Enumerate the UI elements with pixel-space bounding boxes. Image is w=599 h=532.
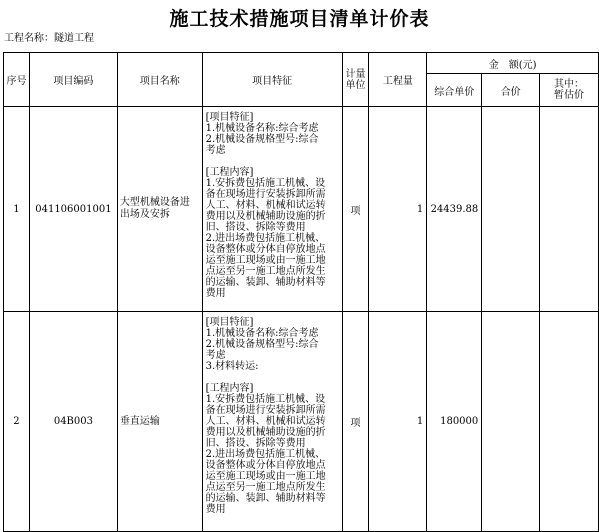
feature-line: 2.机械设备规格型号:综合 [205,134,319,145]
row-code: 041106001001 [29,107,117,312]
feature-line: 设备整体或分体自停放地点 [205,244,326,255]
feature-line: [项目特征] [205,112,254,123]
row-name-line1: 垂直运输 [119,415,160,427]
feature-line: 的运输、装卸、辅助材料等 [205,493,326,504]
row-provisional [540,312,599,532]
header-total: 合价 [482,74,540,107]
feature-line: 设备整体或分体自停放地点 [205,460,326,471]
header-seq: 序号 [4,53,30,107]
header-provisional-line2: 暂估价 [554,90,585,101]
row-total [482,312,540,532]
header-unit [342,53,369,107]
pricing-table [3,52,599,532]
feature-line: 1.安拆费包括施工机械、设 [205,178,326,189]
feature-line: 1.机械设备名称:综合考虑 [205,328,319,339]
row-unit-price: 180000 [427,312,482,532]
feature-line: [工程内容] [205,383,254,394]
row-features [202,107,342,312]
row-unit: 项 [342,107,369,312]
row-unit: 项 [342,312,369,532]
feature-line: 2.进出场费包括施工机械、 [205,449,326,460]
feature-line: 运至施工现场或由一施工地 [205,471,326,482]
feature-line: 考虑 [205,145,226,156]
row-features [202,312,342,532]
row-unit-price: 24439.88 [427,107,482,312]
page-title: 施工技术措施项目清单计价表 [169,8,430,30]
feature-line: 的运输、装卸、辅助材料等 [205,277,326,288]
row-qty: 1 [369,312,427,532]
header-unit-line2: 单位 [345,79,366,91]
table-row [4,312,599,532]
feature-line: 考虑 [205,350,226,361]
header-unit-line1: 计量 [345,68,366,80]
header-qty: 工程量 [369,53,427,107]
row-provisional [540,107,599,312]
header-provisional-line1: 其中： [554,79,585,90]
feature-line: 2.进出场费包括施工机械、 [205,233,326,244]
feature-line: 3.材料转运: [205,361,259,372]
feature-line: 费用 [205,288,226,299]
row-seq: 2 [4,312,30,532]
header-code: 项目编码 [29,53,117,107]
feature-gap [206,156,340,167]
feature-line: 备在现场进行安装拆卸所需 [205,405,326,416]
row-name [117,312,202,532]
row-total [482,107,540,312]
row-seq: 1 [4,107,30,312]
feature-line: 费用以及机械辅助设施的折 [205,427,326,438]
header-provisional [540,74,599,107]
header-unit-price: 综合单价 [427,74,482,107]
feature-line: 旧、搭设、拆除等费用 [205,222,306,233]
row-name [117,107,202,312]
feature-line: 旧、搭设、拆除等费用 [205,438,306,449]
feature-line: 2.机械设备规格型号:综合 [205,339,319,350]
feature-line: 备在现场进行安装拆卸所需 [205,189,326,200]
row-code: 04B003 [29,312,117,532]
row-name-line1: 大型机械设备进 [119,197,190,208]
feature-line: 运至施工现场或由一施工地 [205,255,326,266]
feature-line: 点运至另一施工地点所发生 [205,266,326,277]
row-qty: 1 [369,107,427,312]
feature-line: 人工、材料、机械和试运转 [205,416,326,427]
feature-line: 1.机械设备名称:综合考虑 [205,123,319,134]
header-amount: 金 额(元) [427,53,599,74]
project-name: 工程名称：隧道工程 [4,33,94,44]
feature-line: 人工、材料、机械和试运转 [205,200,326,211]
row-name-line2: 出场及安拆 [119,209,170,220]
feature-line: 费用 [205,504,226,515]
feature-line: 1.安拆费包括施工机械、设 [205,394,326,405]
header-name: 项目名称 [117,53,202,107]
feature-line: [项目特征] [205,317,254,328]
feature-line: [工程内容] [205,167,254,178]
feature-gap [206,372,340,383]
feature-line: 费用以及机械辅助设施的折 [205,211,326,222]
feature-line: 点运至另一施工地点所发生 [205,482,326,493]
header-features: 项目特征 [202,53,342,107]
table-row [4,107,599,312]
